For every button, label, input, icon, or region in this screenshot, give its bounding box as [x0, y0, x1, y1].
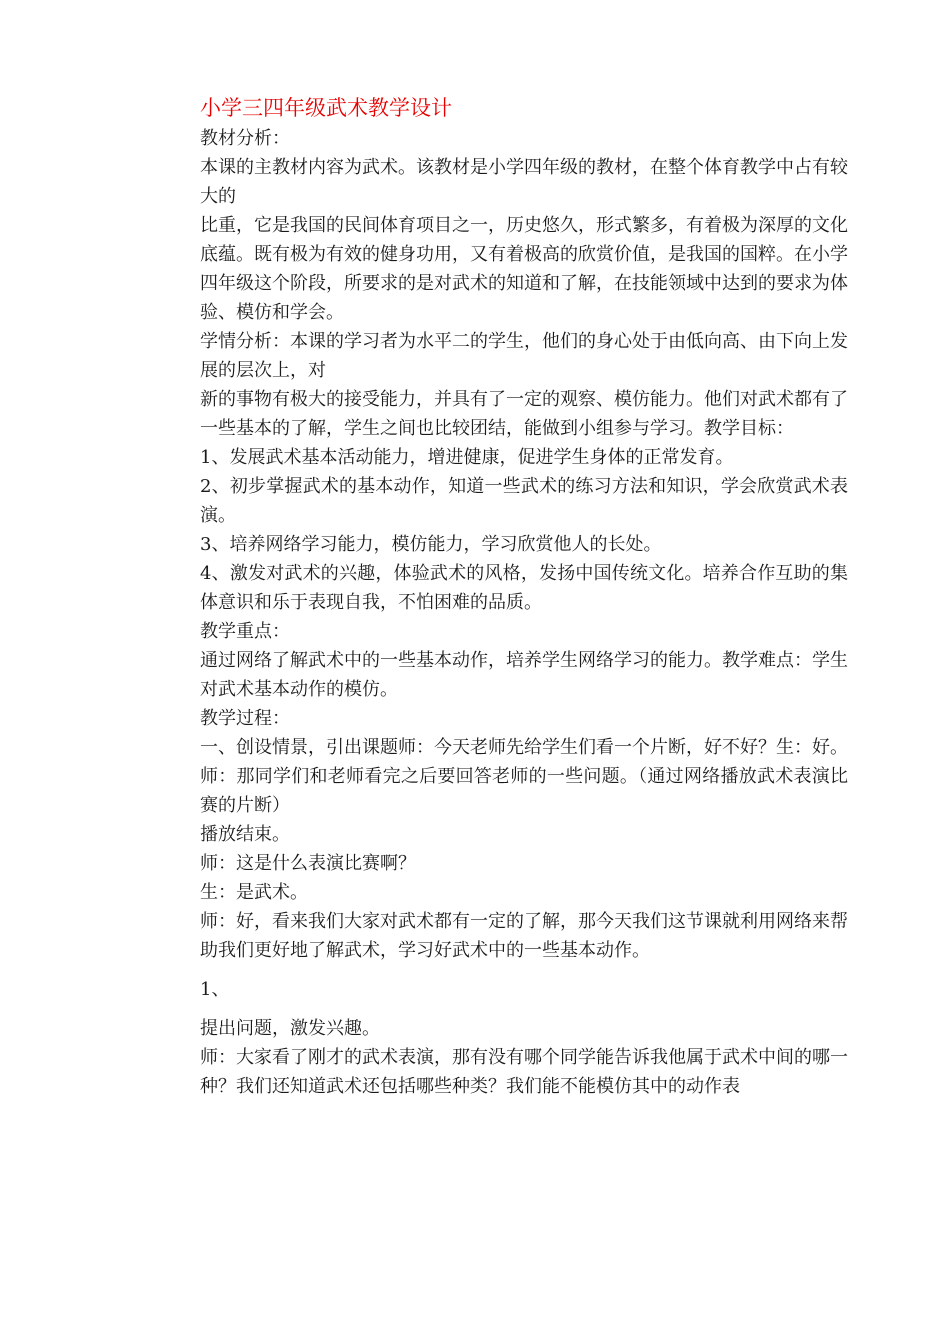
list-number: 1、: [200, 979, 230, 1000]
objective-item: 3、培养网络学习能力，模仿能力，学习欣赏他人的长处。: [200, 534, 662, 555]
objective-item: 2、初步掌握武术的基本动作，知道一些武术的练习方法和知识，学会欣赏武术表演。: [200, 476, 848, 526]
section-heading-key-points: 教学重点：: [200, 621, 290, 642]
section-heading-teaching-process: 教学过程：: [200, 708, 290, 729]
document-title: 小学三四年级武术教学设计: [200, 96, 452, 120]
paragraph: 生：是武术。: [200, 882, 308, 903]
paragraph: 师：大家看了刚才的武术表演，那有没有哪个同学能告诉我他属于武术中间的哪一种？我们还知道武术还包括哪些种类？我们能不能模仿其中的动作表: [200, 1047, 848, 1097]
paragraph: 师：这是什么表演比赛啊？: [200, 853, 416, 874]
paragraph: 学情分析：本课的学习者为水平二的学生，他们的身心处于由低向高、由下向上发展的层次上，对: [200, 331, 848, 381]
paragraph: 通过网络了解武术中的一些基本动作，培养学生网络学习的能力。教学难点：学生对武术基本动作的模仿。: [200, 650, 848, 700]
section-heading-material-analysis: 教材分析：: [200, 128, 290, 149]
paragraph: 新的事物有极大的接受能力，并具有了一定的观察、模仿能力。他们对武术都有了一些基本的了解，学生之间也比较团结，能做到小组参与学习。教学目标：: [200, 389, 848, 439]
document-body: [200, 92, 848, 1101]
objective-item: 1、发展武术基本活动能力，增进健康，促进学生身体的正常发育。: [200, 447, 734, 468]
paragraph: 本课的主教材内容为武术。该教材是小学四年级的教材，在整个体育教学中占有较大的: [200, 157, 848, 207]
paragraph: 播放结束。: [200, 824, 290, 845]
paragraph: 提出问题，激发兴趣。: [200, 1018, 380, 1039]
paragraph: 比重，它是我国的民间体育项目之一，历史悠久，形式繁多，有着极为深厚的文化底蕴。既有极为有效的健身功用，又有着极高的欣赏价值，是我国的国粹。在小学四年级这个阶段，所要求的是对武术的知道和了解，在技能领域中达到的要求为体验、模仿和学会。: [200, 215, 848, 323]
paragraph: 师：那同学们和老师看完之后要回答老师的一些问题。（通过网络播放武术表演比赛的片断）: [200, 766, 848, 816]
paragraph: 一、创设情景，引出课题师：今天老师先给学生们看一个片断，好不好？生：好。: [200, 737, 848, 758]
paragraph: 师：好，看来我们大家对武术都有一定的了解，那今天我们这节课就利用网络来帮助我们更好地了解武术，学习好武术中的一些基本动作。: [200, 911, 848, 961]
objective-item: 4、激发对武术的兴趣，体验武术的风格，发扬中国传统文化。培养合作互助的集体意识和乐于表现自我，不怕困难的品质。: [200, 563, 848, 613]
